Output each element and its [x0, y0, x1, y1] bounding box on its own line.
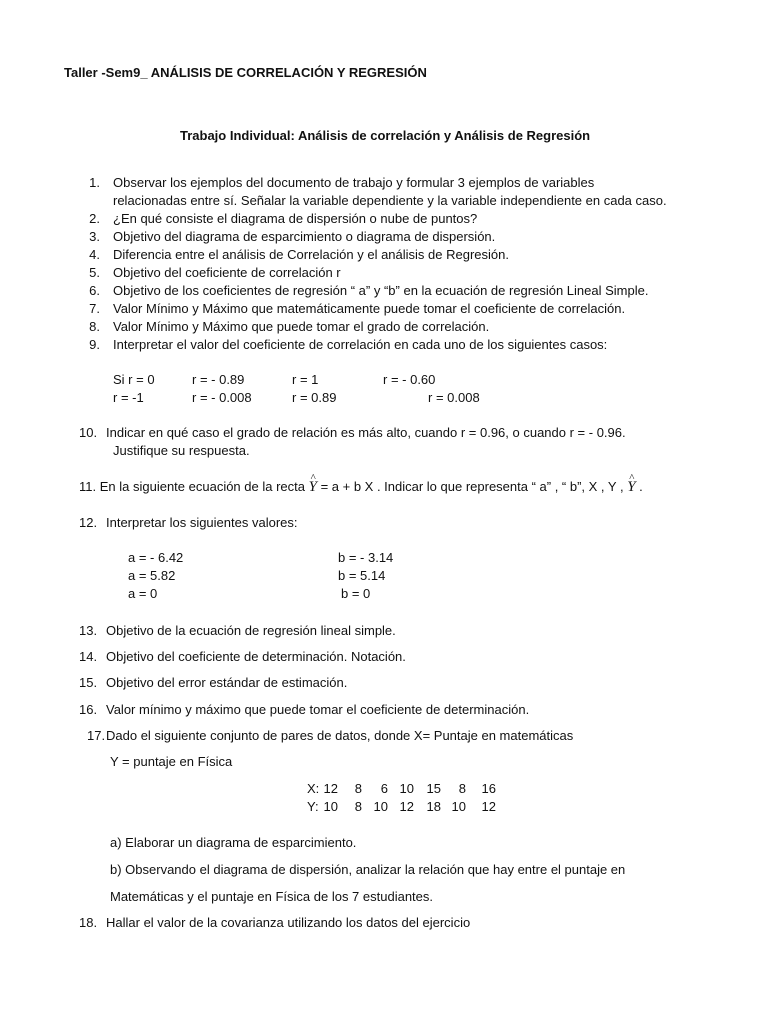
- r-case: r = -1: [113, 390, 144, 405]
- list-item: Diferencia entre el análisis de Correlación y el análisis de Regresión.: [113, 247, 509, 262]
- list-item-continuation: Y = puntaje en Física: [110, 754, 233, 769]
- y-value: 8: [354, 799, 362, 814]
- sub-item-b-continuation: Matemáticas y el puntaje en Física de los 7 estudiantes.: [110, 889, 434, 904]
- x-value: 16: [481, 781, 496, 796]
- r-case: r = 0.89: [292, 390, 337, 405]
- item-number: 8.: [89, 319, 100, 334]
- list-item: Objetivo del coeficiente de correlación r: [113, 265, 341, 280]
- a-value: a = 5.82: [128, 568, 176, 583]
- b-value: b = 5.14: [338, 568, 386, 583]
- x-value: 8: [354, 781, 362, 796]
- item-number: 12.: [79, 515, 98, 530]
- item-11-end: .: [635, 479, 643, 494]
- b-value: b = - 3.14: [338, 550, 394, 565]
- y-hat-symbol: ^ Y: [627, 478, 635, 496]
- item-number: 5.: [89, 265, 100, 280]
- item-number: 15.: [79, 675, 98, 690]
- list-item: Objetivo del diagrama de esparcimiento o diagrama de dispersión.: [113, 229, 496, 244]
- item-number: 1.: [89, 175, 100, 190]
- item-11-part2: = a + b X . Indicar lo que representa “ a” , “ b”, X , Y ,: [316, 479, 624, 494]
- r-case: r = - 0.60: [383, 372, 436, 387]
- list-item: Objetivo de los coeficientes de regresión “ a” y “b” en la ecuación de regresión Lineal Simple.: [113, 283, 649, 298]
- b-value: b = 0: [341, 586, 371, 601]
- item-11-part1: En la siguiente ecuación de la recta: [99, 479, 305, 494]
- y-hat-symbol: ^ Y: [309, 478, 317, 496]
- list-item: Indicar en qué caso el grado de relación es más alto, cuando r = 0.96, o cuando r = - 0.96.: [106, 425, 626, 440]
- list-item: Objetivo del coeficiente de determinación. Notación.: [106, 649, 406, 664]
- y-value: 10: [323, 799, 338, 814]
- x-value: 15: [426, 781, 441, 796]
- list-item: ¿En qué consiste el diagrama de dispersión o nube de puntos?: [113, 211, 478, 226]
- item-11: [79, 478, 643, 496]
- document-subtitle: Trabajo Individual: Análisis de correlación y Análisis de Regresión: [180, 128, 591, 143]
- list-item-continuation: relacionadas entre sí. Señalar la variable dependiente y la variable independiente en cada caso.: [113, 193, 667, 208]
- page-header: Taller -Sem9_ ANÁLISIS DE CORRELACIÓN Y REGRESIÓN: [64, 65, 427, 80]
- list-item: Valor Mínimo y Máximo que matemáticamente puede tomar el coeficiente de correlación.: [113, 301, 626, 316]
- sub-item-b: b) Observando el diagrama de dispersión, analizar la relación que hay entre el puntaje en: [110, 862, 626, 877]
- y-value: 18: [426, 799, 441, 814]
- y-value: 12: [399, 799, 414, 814]
- list-item: Interpretar el valor del coeficiente de correlación en cada uno de los siguientes casos:: [113, 337, 608, 352]
- x-value: 10: [399, 781, 414, 796]
- item-number: 11.: [79, 479, 97, 494]
- x-value: 6: [380, 781, 388, 796]
- item-number: 9.: [89, 337, 100, 352]
- list-item: Hallar el valor de la covarianza utilizando los datos del ejercicio: [106, 915, 471, 930]
- x-label: X:: [307, 781, 320, 796]
- r-case: r = 0.008: [428, 390, 480, 405]
- item-number: 3.: [89, 229, 100, 244]
- item-number: 6.: [89, 283, 100, 298]
- x-value: 12: [323, 781, 338, 796]
- item-number: 7.: [89, 301, 100, 316]
- item-number: 13.: [79, 623, 98, 638]
- list-item: Valor Mínimo y Máximo que puede tomar el grado de correlación.: [113, 319, 490, 334]
- item-number: 10.: [79, 425, 98, 440]
- y-label: Y:: [307, 799, 319, 814]
- y-value: 10: [451, 799, 466, 814]
- a-value: a = 0: [128, 586, 158, 601]
- y-value: 12: [481, 799, 496, 814]
- list-item: Observar los ejemplos del documento de trabajo y formular 3 ejemplos de variables: [113, 175, 595, 190]
- item-number: 17.: [87, 728, 106, 743]
- a-value: a = - 6.42: [128, 550, 184, 565]
- item-number: 2.: [89, 211, 100, 226]
- list-item: Dado el siguiente conjunto de pares de datos, donde X= Puntaje en matemáticas: [106, 728, 574, 743]
- list-item: Valor mínimo y máximo que puede tomar el coeficiente de determinación.: [106, 702, 530, 717]
- item-number: 16.: [79, 702, 98, 717]
- r-case: r = 1: [292, 372, 319, 387]
- list-item-continuation: Justifique su respuesta.: [113, 443, 250, 458]
- item-number: 18.: [79, 915, 98, 930]
- list-item: Interpretar los siguientes valores:: [106, 515, 298, 530]
- y-value: 10: [373, 799, 388, 814]
- item-number: 14.: [79, 649, 98, 664]
- sub-item-a: a) Elaborar un diagrama de esparcimiento.: [110, 835, 357, 850]
- r-case: r = - 0.89: [192, 372, 245, 387]
- x-value: 8: [458, 781, 466, 796]
- r-case: r = - 0.008: [192, 390, 252, 405]
- r-case: Si r = 0: [113, 372, 155, 387]
- list-item: Objetivo de la ecuación de regresión lineal simple.: [106, 623, 396, 638]
- item-number: 4.: [89, 247, 100, 262]
- list-item: Objetivo del error estándar de estimación.: [106, 675, 348, 690]
